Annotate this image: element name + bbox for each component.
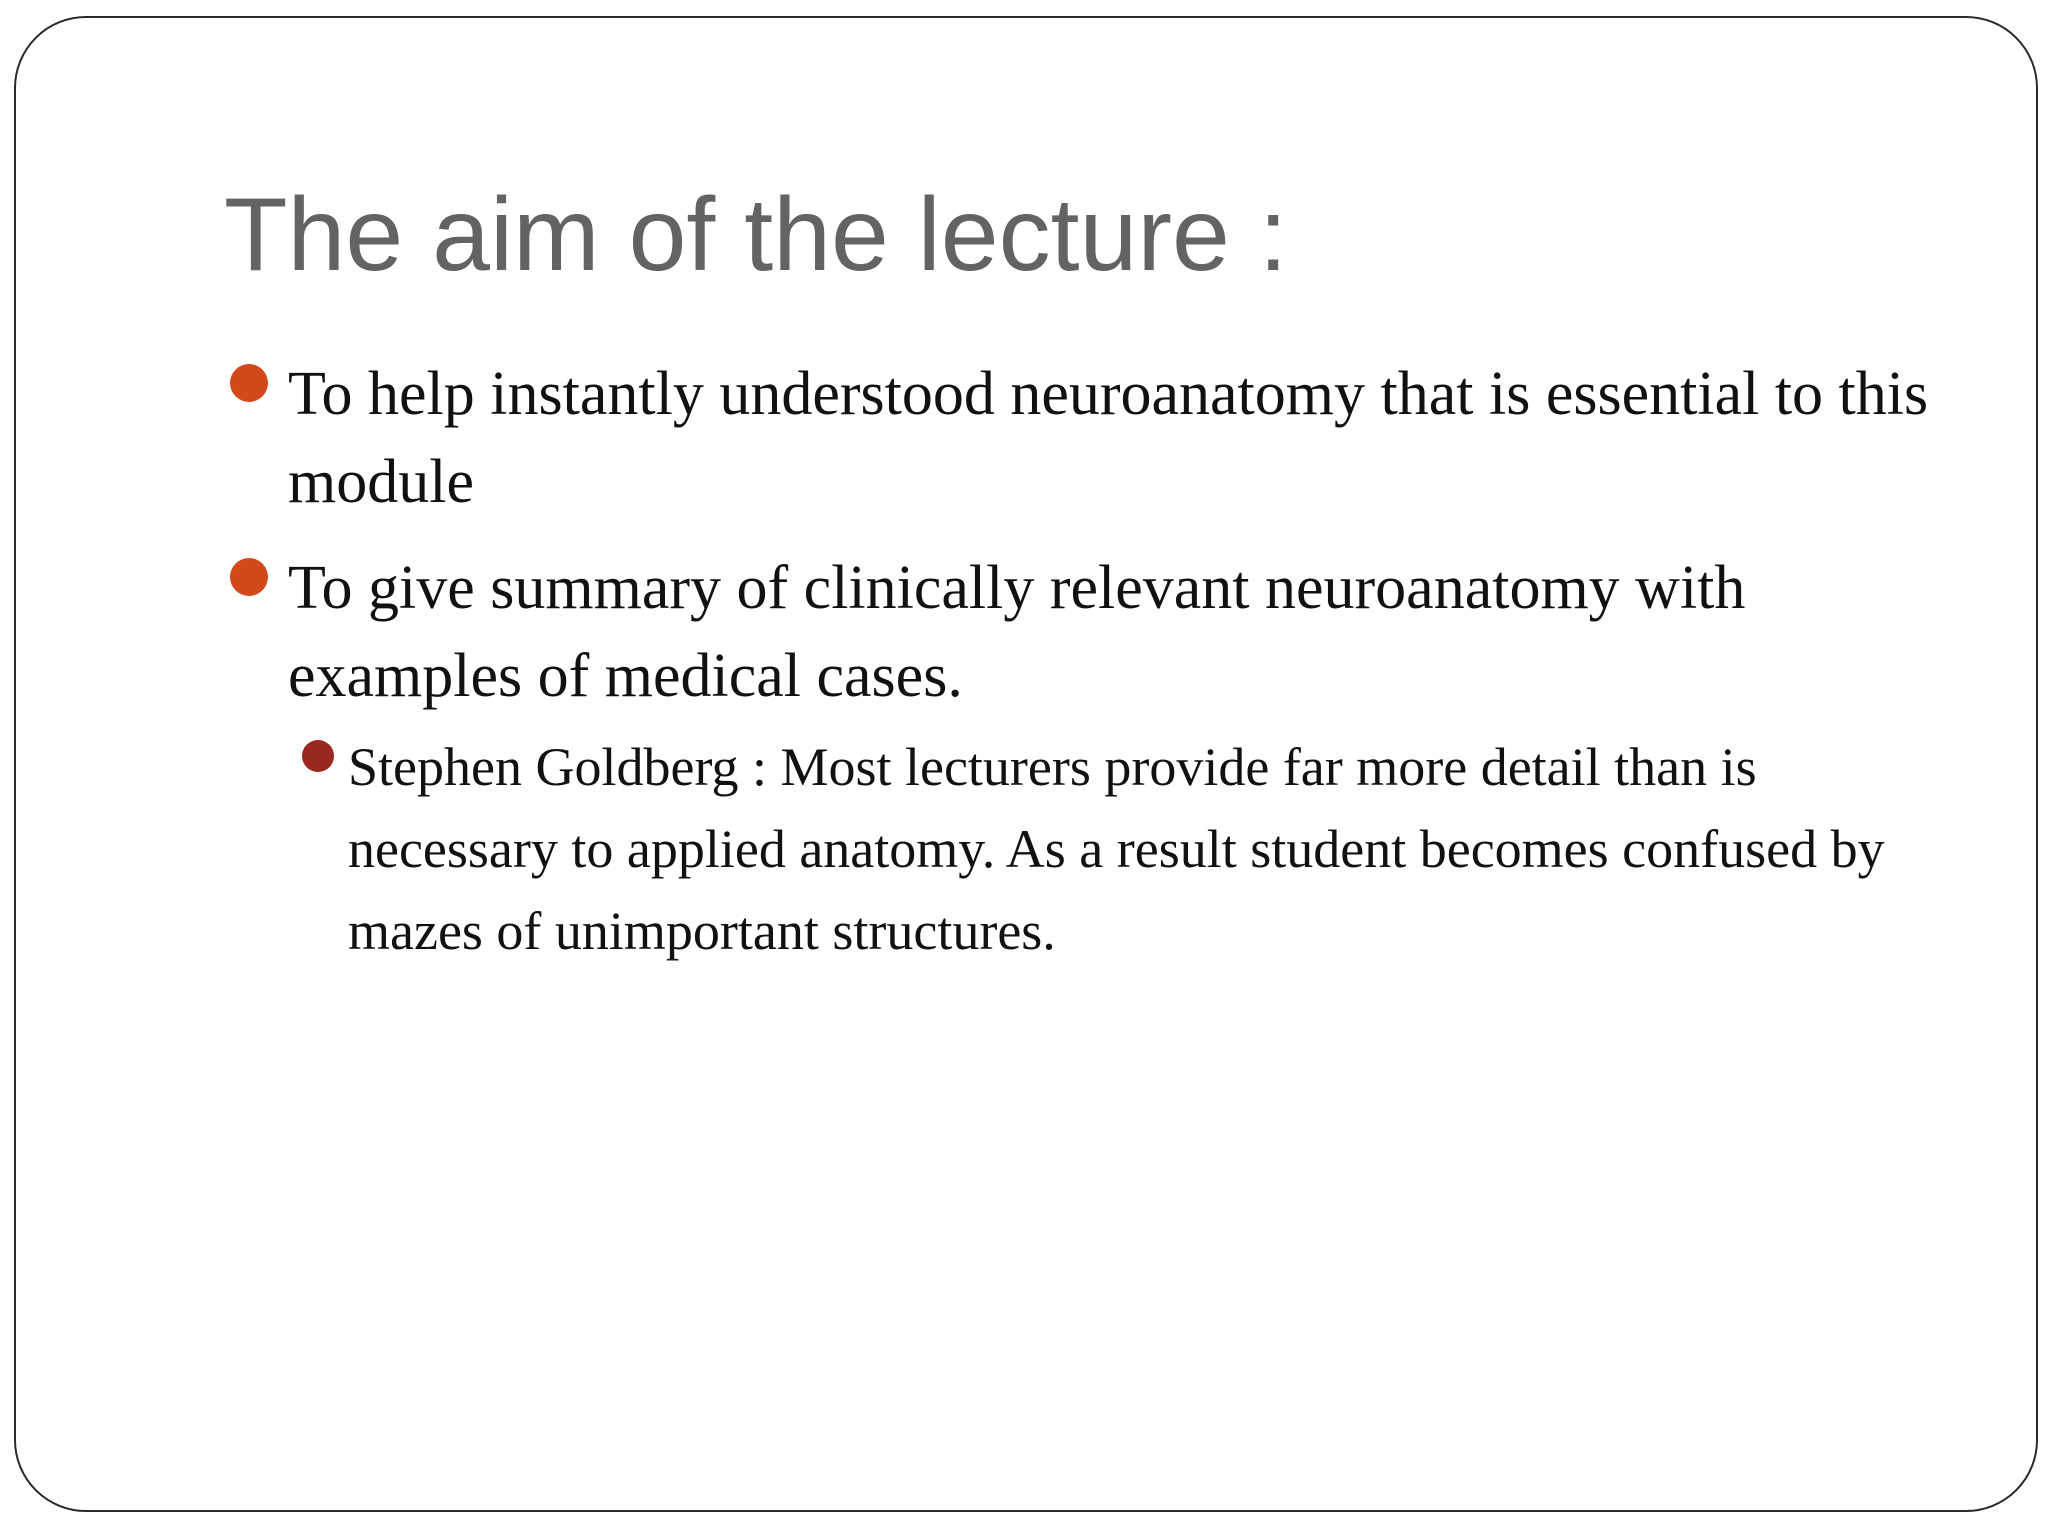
slide-title: The aim of the lecture : xyxy=(224,177,1288,293)
bullet-dot-icon xyxy=(230,364,268,402)
bullet-item xyxy=(224,350,1944,526)
sub-bullet-item xyxy=(288,726,1944,972)
sub-bullet-dot-icon xyxy=(302,740,334,772)
sub-bullet-list xyxy=(288,726,1944,972)
bullet-text: To give summary of clinically relevant neuroanatomy with examples of medical cases. xyxy=(288,554,1746,710)
bullet-list xyxy=(224,350,1944,990)
bullet-item xyxy=(224,544,1944,972)
sub-bullet-text: Stephen Goldberg : Most lecturers provide far more detail than is necessary to applied anatomy. As a result student becomes confused by mazes of unimportant structures. xyxy=(348,737,1885,961)
bullet-text: To help instantly understood neuroanatomy that is essential to this module xyxy=(288,360,1929,516)
bullet-dot-icon xyxy=(230,558,268,596)
